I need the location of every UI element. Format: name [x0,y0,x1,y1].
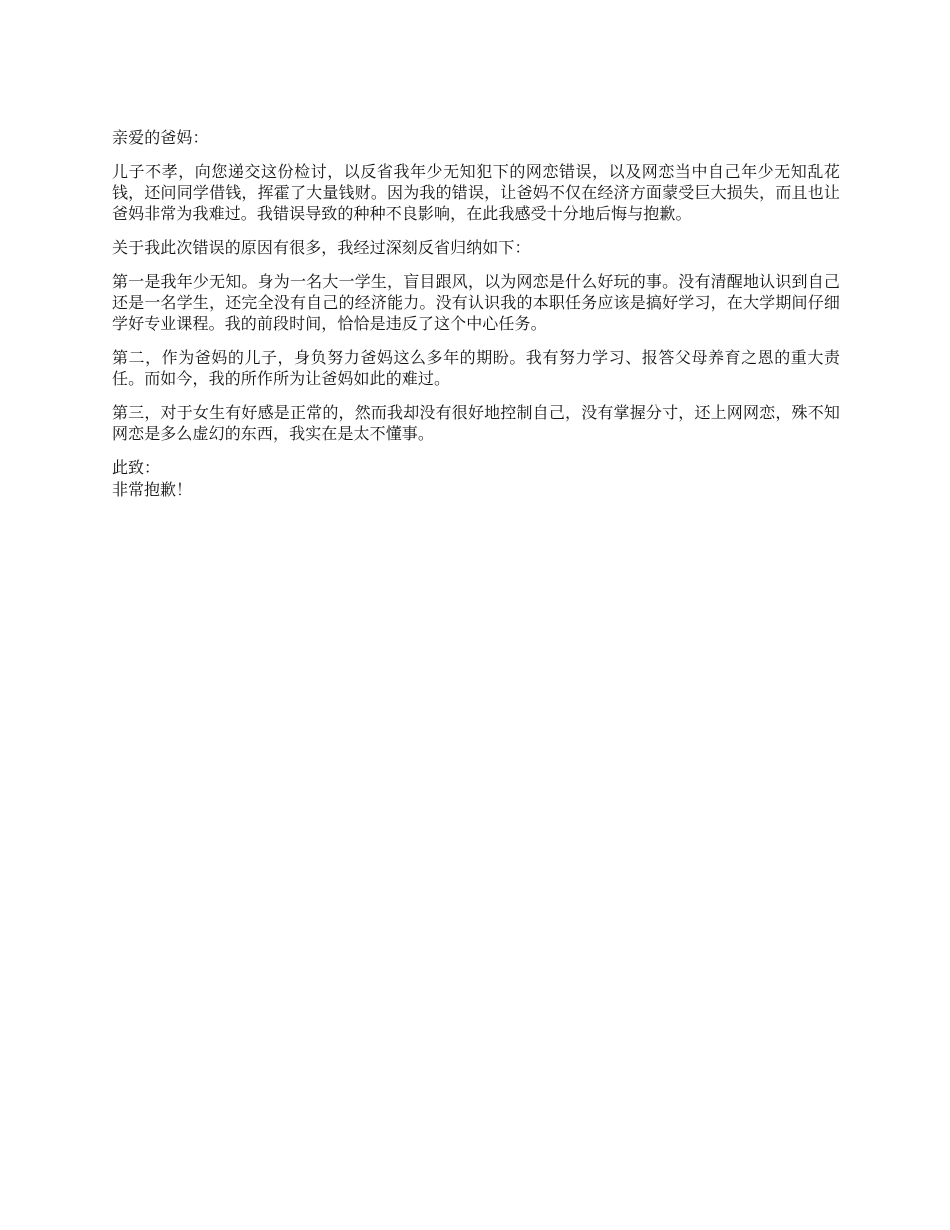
salutation: 亲爱的爸妈： [112,128,209,147]
closing-salute: 此致： [112,458,161,477]
paragraph-apology: 儿子不孝，向您递交这份检讨，以反省我年少无知犯下的网恋错误，以及网恋当中自己年少无知乱花钱，还问同学借钱，挥霍了大量钱财。因为我的错误，让爸妈不仅在经济方面蒙受巨大损失，而且也让爸妈非常为我难过。我错误导致的种种不良影响，在此我感受十分地后悔与抱歉。 [112,162,840,223]
paragraph-reasons-intro: 关于我此次错误的原因有很多，我经过深刻反省归纳如下： [112,238,531,257]
paragraph-reason-first: 第一是我年少无知。身为一名大一学生，盲目跟风，以为网恋是什么好玩的事。没有清醒地认识到自己还是一名学生，还完全没有自己的经济能力。没有认识我的本职任务应该是搞好学习，在大学期间仔细学好专业课程。我的前段时间，恰恰是违反了这个中心任务。 [112,272,840,333]
closing-apology: 非常抱歉！ [112,480,193,499]
paragraph-reason-second: 第二，作为爸妈的儿子，身负努力爸妈这么多年的期盼。我有努力学习、报答父母养育之恩的重大责任。而如今，我的所作所为让爸妈如此的难过。 [112,348,840,388]
paragraph-reason-third: 第三，对于女生有好感是正常的，然而我却没有很好地控制自己，没有掌握分寸，还上网网恋，殊不知网恋是多么虚幻的东西，我实在是太不懂事。 [112,403,840,443]
letter-body [112,127,840,501]
